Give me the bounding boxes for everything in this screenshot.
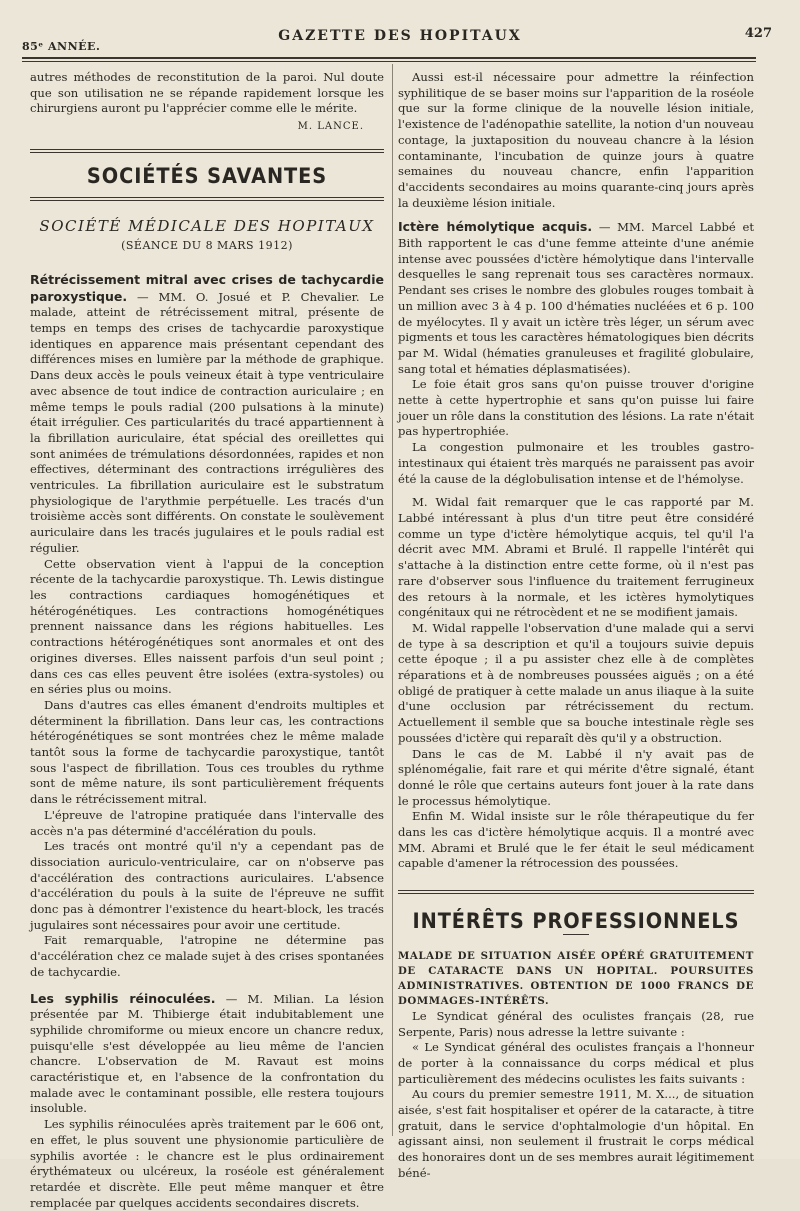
article-ictere bbox=[398, 219, 754, 377]
article-syphilis bbox=[30, 991, 384, 1118]
paragraph: Aussi est-il nécessaire pour admettre la réinfection syphilitique de se baser moins sur l'apparition de la roséole que sur la forme clinique de la nouvelle lésion initiale, l'existence de l'adénopathie satellite, la notion d'un nouveau contage, la juxtaposition du nouveau chancre à la lésion contaminante, l'incubation de quinze jours à quatre semaines du nouveau chancre, enfin l'apparition d'accidents secondaires au moins quarante-cinq jours après la deuxième lésion initiale. bbox=[398, 70, 754, 210]
article-body: — MM. Marcel Labbé et Bith rapportent le cas d'une femme atteinte d'une anémie intense avec poussées d'ictère hémolytique dans l'intervalle desquelles le sang reprenait tous ses caractères normaux. Pendant ses crises le nombre des globules rouges tombait à un million avec 3 à 4 p. 100 d'hématies nucléées et 6 p. 100 de myélocytes. Il y avait un ictère très léger, un sérum avec pigments et tous les caractères hématologiques bien décrits par M. Widal (hématies granuleuses et fragilité globulaire, sang total et hématies déplasmatisées). bbox=[398, 220, 755, 376]
right-column bbox=[398, 70, 754, 1182]
paragraph: M. Widal fait remarquer que le cas rapporté par M. Labbé intéressant à plus d'un titre peut être considéré comme un type d'ictère hémolytique acquis, tel qu'il l'a décrit avec MM. Abrami et Brulé. Il rappelle l'intérêt qui s'attache à la distinction entre cette forme, où il n'est pas rare d'observer sous l'influence du traitement ferrugineux des retours à la normale, et les ictères hymolytiques congénitaux qui ne rétrocèdent et ne se modifient jamais. bbox=[398, 495, 754, 620]
section-rule bbox=[30, 149, 384, 153]
professional-heading: MALADE DE SITUATION AISÉE OPÉRÉ GRATUITEMENT DE CATARACTE DANS UN HOPITAL. POURSUITES ADMINISTRATIVES. OBTENTION DE 1000 FRANCS DE DOMMAGES-INTÉRÊTS. bbox=[398, 949, 754, 1007]
author-signature: M. LANCE. bbox=[297, 121, 364, 133]
paragraph: Au cours du premier semestre 1911, M. X..., de situation aisée, s'est fait hospitaliser et opérer de la cataracte, à titre gratuit, dans le service d'ophtalmologie d'un hôpital. En agissant ainsi, non seulement il frustrait le corps médical des honoraires dont un de ses membres aurait légitimement béné- bbox=[398, 1087, 754, 1180]
paragraph: Cette observation vient à l'appui de la conception récente de la tachycardie paroxystique. Th. Lewis distingue les contractions cardiaques homogénétiques et hétérogénétiques. Les contractions homogénétiques prennent naissance dans les régions habituelles. Les contractions hétérogénétiques sont anormales et ont des origines diverses. Elles naissent parfois d'un seul point ; dans ces cas elles peuvent être isolées (extra-systoles) ou en séries plus ou moins. bbox=[30, 556, 384, 697]
journal-title: GAZETTE DES HOPITAUX bbox=[278, 28, 522, 44]
section-rule bbox=[398, 890, 754, 894]
paragraph: Dans d'autres cas elles émanent d'endroits multiples et déterminent la fibrillation. Dans leur cas, les contractions hétérogénétiques se sont montrées chez le même malade tantôt sous la forme de tachycardie paroxystique, tantôt sous l'aspect de fibrillation. Tous ces troubles du rythme sont de même nature, ils sont particulièrement fréquents dans le rétrécissement mitral. bbox=[30, 697, 384, 807]
paragraph: La congestion pulmonaire et les troubles gastro-intestinaux qui étaient très marqués ne paraissent pas avoir été la cause de la déglobulisation intense et de l'hémolyse. bbox=[398, 440, 754, 486]
page-number: 427 bbox=[744, 26, 772, 41]
article-heading: Ictère hémolytique acquis. bbox=[398, 219, 593, 235]
section-rule bbox=[30, 197, 384, 201]
header-rule-thin bbox=[22, 61, 756, 62]
short-rule bbox=[563, 934, 589, 935]
paragraph: Les tracés ont montré qu'il n'y a cependant pas de dissociation auriculo-ventriculaire, car on n'observe pas d'accélération des contractions auriculaires. L'absence d'accélération du pouls à la suite de l'épreuve ne suffit donc pas à démontrer l'existence du heart-block, les tracés jugulaires sont nécessaires pour avoir une certitude. bbox=[30, 839, 384, 932]
column-divider bbox=[392, 64, 393, 1136]
paragraph: Le foie était gros sans qu'on puisse trouver d'origine nette à cette hypertrophie et sans qu'on puisse lui faire jouer un rôle dans la constitution des lésions. La rate n'était pas hypertrophiée. bbox=[398, 377, 754, 439]
paragraph: Le Syndicat général des oculistes français (28, rue Serpente, Paris) nous adresse la lettre suivante : bbox=[398, 1008, 754, 1039]
article-body: — M. Milian. La lésion présentée par M. Thibierge était indubitablement une syphilide chromiforme ou mieux encore un chancre redux, puisqu'elle s'est développée au lieu même de l'ancien chancre. L'observation de M. Ravaut est moins caractéristique et, en l'absence de la confrontation du malade avec le contaminant possible, elle restera toujours insoluble. bbox=[30, 991, 384, 1116]
article-heading: Les syphilis réinoculées. bbox=[30, 990, 216, 1006]
left-column bbox=[30, 70, 384, 1211]
year-label: 85ᵉ ANNÉE. bbox=[22, 40, 101, 53]
paragraph: Fait remarquable, l'atropine ne détermine pas d'accélération chez ce malade sujet à des crises spontanées de tachycardie. bbox=[30, 933, 384, 979]
paragraph: L'épreuve de l'atropine pratiquée dans l'intervalle des accès n'a pas déterminé d'accélération du pouls. bbox=[30, 807, 384, 838]
paragraph: M. Widal rappelle l'observation d'une malade qui a servi de type à sa description et qu'il a toujours suivie depuis cette époque ; il a pu assister chez elle à de complètes réparations et à de nombreuses poussées aiguës ; on a été obligé de pratiquer à cette malade un anus iliaque à la suite d'une occlusion par rétrécissement du rectum. Actuellement il semble que sa bouche intestinale règle ses poussées d'ictère qui reparaît dès qu'il y a obstruction. bbox=[398, 620, 754, 745]
paragraph: « Le Syndicat général des oculistes français a l'honneur de porter à la connaissance du corps médical et plus particulièrement des médecins oculistes les faits suivants : bbox=[398, 1040, 754, 1086]
header-rule bbox=[22, 57, 756, 59]
section-title-societes: SOCIÉTÉS SAVANTES bbox=[86, 163, 328, 188]
article-heading: Rétrécissement mitral avec crises de tachycardie paroxystique. bbox=[30, 271, 384, 304]
section-title-interets: INTÉRÊTS PROFESSIONNELS bbox=[412, 909, 740, 934]
society-title: SOCIÉTÉ MÉDICALE DES HOPITAUX bbox=[39, 216, 375, 235]
paragraph: Dans le cas de M. Labbé il n'y avait pas de splénomégalie, fait rare et qui mérite d'être signalé, étant donné le rôle que certains auteurs font jouer à la rate dans le processus hémolytique. bbox=[398, 746, 754, 808]
paragraph: Les syphilis réinoculées après traitement par le 606 ont, en effet, le plus souvent une physionomie particulière de syphilis avortée : le chancre est le plus ordinairement érythémateux ou ulcéreux, la roséole est généralement retardée et discrète. Elle peut même manquer et être remplacée par quelques accidents secondaires discrets. bbox=[30, 1117, 384, 1210]
article-body: — MM. O. Josué et P. Chevalier. Le malade, atteint de rétrécissement mitral, présente de temps en temps des crises de tachycardie paroxystique identiques en apparence mais présentant cependant des différences mises en lumière par la méthode de graphique. Dans deux accès le pouls veineux était à type ventriculaire avec absence de tout indice de contraction auriculaire ; en même temps le pouls radial (200 pulsations à la minute) était irrégulier. Ces particularités du tracé appartiennent à la fibrillation auriculaire, état spécial des oreillettes qui sont animées de trémulations désordonnées, rapides et non effectives, déterminant des contractions irrégulières des ventricules. La fibrillation auriculaire est le substratum physiologique de l'arythmie perpétuelle. Les tracés d'un troisième accès sont différents. On constate le soulèvement auriculaire dans les tracés jugulaires et le pouls radial est régulier. bbox=[30, 289, 384, 555]
paragraph: Enfin M. Widal insiste sur le rôle thérapeutique du fer dans les cas d'ictère hémolytique acquis. Il a montré avec MM. Abrami et Brulé que le fer était le seul médicament capable d'amener la rétrocession des poussées. bbox=[398, 809, 754, 871]
intro-paragraph: autres méthodes de reconstitution de la paroi. Nul doute que son utilisation ne se répande rapidement lorsque les chirurgiens auront pu l'apprécier comme elle le mérite. bbox=[30, 70, 384, 116]
article-mitral bbox=[30, 272, 384, 557]
session-date: (SÉANCE DU 8 MARS 1912) bbox=[121, 239, 293, 253]
